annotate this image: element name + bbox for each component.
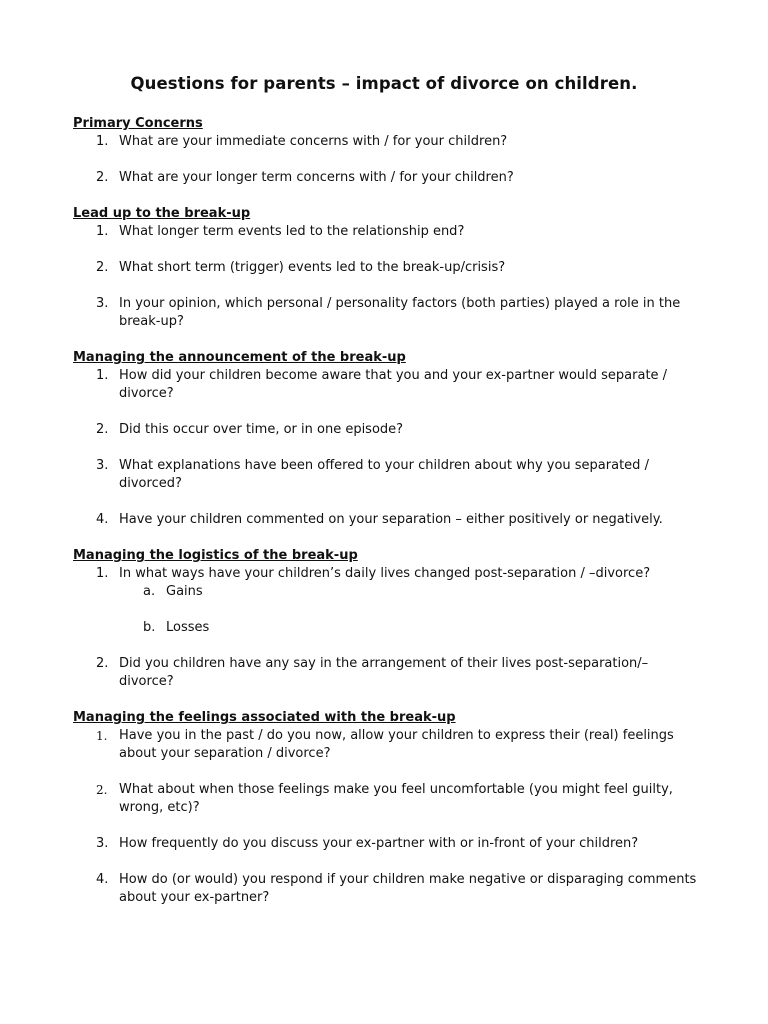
item-text: In your opinion, which personal / personality factors (both parties) played a role in the break-up?: [119, 296, 681, 329]
item-text: How did your children become aware that you and your ex-partner would separate / divorce?: [119, 368, 668, 401]
item-number: 2.: [96, 656, 109, 671]
item-text: Did you children have any say in the arrangement of their lives post-separation/–divorce?: [119, 656, 649, 689]
item-text: Have your children commented on your separation – either positively or negatively.: [119, 512, 663, 527]
section-heading-feelings: Managing the feelings associated with the break-up: [73, 710, 456, 725]
subitem-letter: a.: [143, 584, 156, 599]
item-number: 1.: [96, 566, 109, 581]
item-text: What about when those feelings make you feel uncomfortable (you might feel guilty, wrong, etc)?: [119, 782, 673, 815]
item-text: What explanations have been offered to your children about why you separated / divorced?: [119, 458, 649, 491]
section-heading-primary-concerns: Primary Concerns: [73, 116, 203, 131]
item-number: 1.: [96, 729, 108, 743]
item-text: How do (or would) you respond if your children make negative or disparaging comments about your ex-partner?: [119, 872, 697, 905]
item-text: Have you in the past / do you now, allow your children to express their (real) feelings about your separation / divorce?: [119, 728, 674, 761]
section-heading-lead-up: Lead up to the break-up: [73, 206, 251, 221]
item-text: Did this occur over time, or in one episode?: [119, 422, 404, 437]
item-number: 3.: [96, 458, 109, 473]
item-number: 2.: [96, 260, 109, 275]
item-number: 2.: [96, 783, 108, 797]
item-text: What are your immediate concerns with / for your children?: [119, 134, 508, 149]
item-text: What are your longer term concerns with / for your children?: [119, 170, 514, 185]
item-number: 4.: [96, 872, 109, 887]
item-number: 3.: [96, 836, 109, 851]
section-heading-announcement: Managing the announcement of the break-up: [73, 350, 406, 365]
item-text: What longer term events led to the relationship end?: [119, 224, 465, 239]
section-heading-logistics: Managing the logistics of the break-up: [73, 548, 358, 563]
item-number: 1.: [96, 224, 109, 239]
subitem-text: Losses: [166, 620, 210, 635]
item-number: 3.: [96, 296, 109, 311]
item-number: 1.: [96, 368, 109, 383]
item-number: 1.: [96, 134, 109, 149]
item-number: 2.: [96, 170, 109, 185]
item-number: 4.: [96, 512, 109, 527]
subitem-text: Gains: [166, 584, 203, 599]
document-title: Questions for parents – impact of divorce on children.: [130, 74, 638, 93]
item-text: What short term (trigger) events led to the break-up/crisis?: [119, 260, 506, 275]
item-number: 2.: [96, 422, 109, 437]
item-text: How frequently do you discuss your ex-partner with or in-front of your children?: [119, 836, 639, 851]
subitem-letter: b.: [143, 620, 156, 635]
item-text: In what ways have your children’s daily lives changed post-separation / –divorce?: [119, 566, 651, 581]
